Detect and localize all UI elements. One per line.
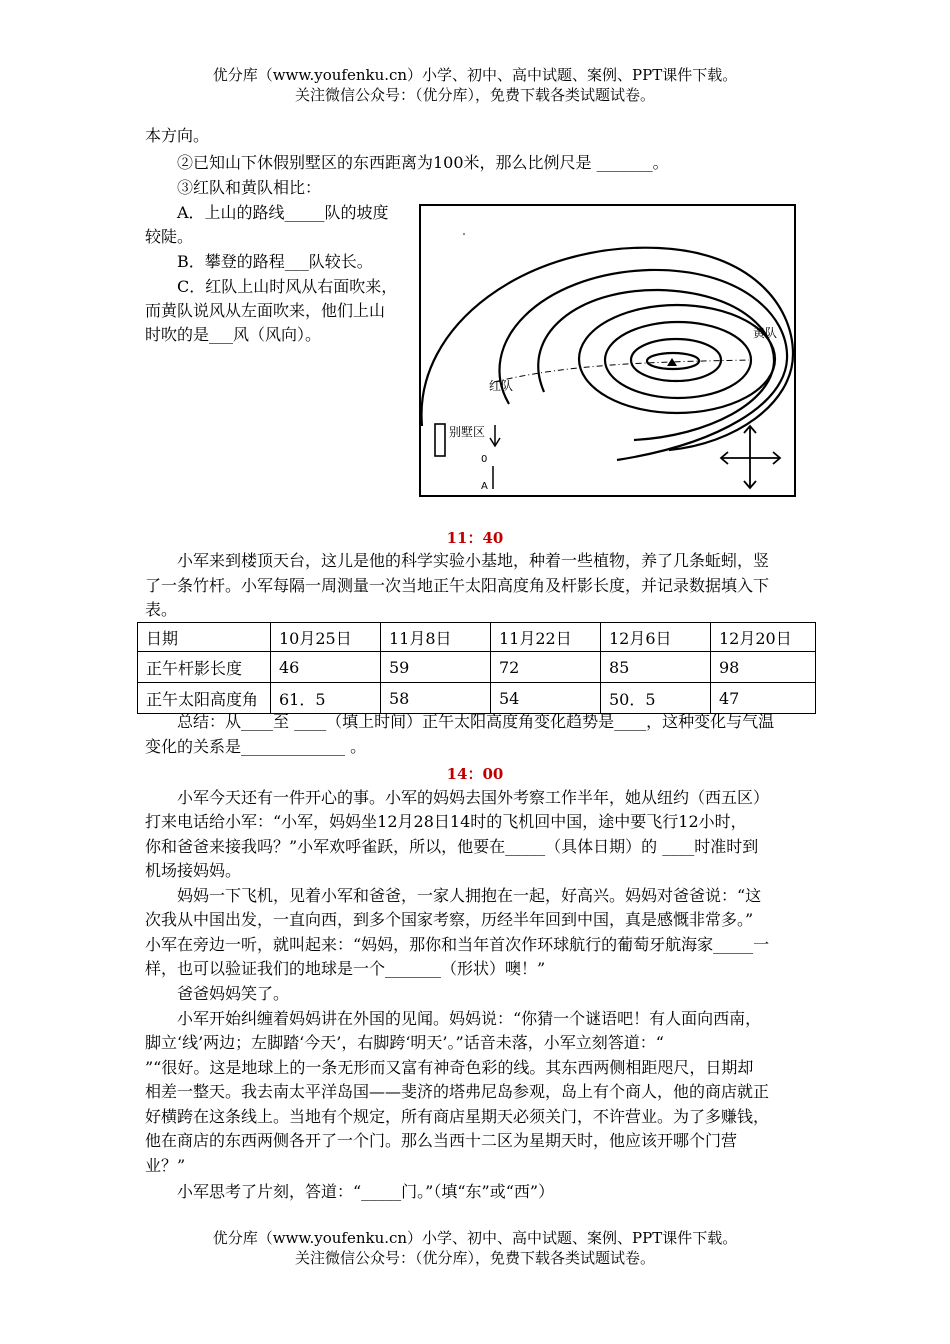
scale-a-label: A	[481, 481, 488, 492]
paragraph-line: ”“很好。这是地球上的一条无形而又富有神奇色彩的线。其东西两侧相距咫尺，日期却	[145, 1058, 754, 1077]
time-heading-1400: 14：00	[446, 765, 504, 783]
option-a: A．上山的路线_____队的坡度	[177, 203, 389, 222]
paragraph-line: 你和爸爸来接我吗？”小军欢呼雀跃，所以，他要在_____（具体日期）的 ____时准时到	[145, 837, 759, 856]
scale-zero-label: 0	[481, 454, 488, 465]
footer-line-2: 关注微信公众号：（优分库），免费下载各类试题试卷。	[294, 1249, 655, 1267]
header-line-1: 优分库（www.youfenku.cn）小学、初中、高中试题、案例、PPT课件下载。	[212, 66, 738, 84]
table-cell: 50．5	[601, 683, 711, 714]
paragraph-line: 爸爸妈妈笑了。	[177, 984, 290, 1003]
table-cell: 54	[491, 683, 601, 714]
table-row	[138, 652, 816, 683]
map-dot	[463, 233, 465, 235]
villa-symbol	[435, 424, 445, 456]
footer-line-1: 优分库（www.youfenku.cn）小学、初中、高中试题、案例、PPT课件下载。	[212, 1229, 738, 1247]
table-row	[138, 683, 816, 714]
paragraph-line: 小军在旁边一听，就叫起来：“妈妈，那你和当年首次作环球航行的葡萄牙航海家_____一	[145, 935, 770, 954]
question-text: 本方向。	[145, 126, 210, 145]
option-c-cont: 而黄队说风从左面吹来，他们上山	[145, 301, 386, 320]
summary-line: 变化的关系是_____________ 。	[145, 737, 367, 756]
table-header-cell: 日期	[138, 623, 271, 652]
time-heading-1140: 11：40	[446, 529, 504, 547]
paragraph-line: 相差一整天。我去南太平洋岛国——斐济的塔弗尼岛参观，岛上有个商人，他的商店就正	[145, 1082, 770, 1101]
villa-label: 别墅区	[449, 425, 486, 439]
summary-line: 总结：从____至 ____（填上时间）正午太阳高度角变化趋势是____，这种变化与气温	[177, 712, 775, 731]
measurement-table	[137, 622, 816, 714]
question-text: ③红队和黄队相比：	[177, 178, 322, 197]
paragraph-line: 小军今天还有一件开心的事。小军的妈妈去国外考察工作半年，她从纽约（西五区）	[177, 788, 770, 807]
table-cell: 72	[491, 652, 601, 683]
table-header-row	[138, 623, 816, 652]
paragraph-line: 他在商店的东西两侧各开了一个门。那么当西十二区为星期天时，他应该开哪个门营	[145, 1131, 738, 1150]
option-b: B．攀登的路程___队较长。	[177, 252, 373, 271]
table-cell: 正午杆影长度	[138, 652, 271, 683]
option-c-cont: 时吹的是___风（风向）。	[145, 325, 322, 344]
red-team-label: 红队	[489, 379, 514, 393]
contour-map-figure	[419, 204, 796, 497]
paragraph-line: 妈妈一下飞机，见着小军和爸爸，一家人拥抱在一起，好高兴。妈妈对爸爸说：“这	[177, 886, 762, 905]
table-cell: 85	[601, 652, 711, 683]
header-line-2: 关注微信公众号：（优分库），免费下载各类试题试卷。	[294, 86, 655, 104]
paragraph-line: 小军开始纠缠着妈妈讲在外国的见闻。妈妈说：“你猜一个谜语吧！有人面向西南，	[177, 1009, 762, 1028]
table-cell: 46	[271, 652, 381, 683]
paragraph-line: 业？”	[145, 1156, 186, 1175]
paragraph-line: 小军思考了片刻，答道：“_____门。”（填“东”或“西”）	[177, 1182, 555, 1201]
table-header-cell: 12月20日	[711, 623, 816, 652]
table-header-cell: 12月6日	[601, 623, 711, 652]
paragraph-line: 小军来到楼顶天台，这儿是他的科学实验小基地，种着一些植物，养了几条蚯蚓，竖	[177, 551, 770, 570]
option-c: C．红队上山时风从右面吹来，	[177, 277, 398, 296]
paragraph-line: 打来电话给小军：“小军，妈妈坐12月28日14时的飞机回中国，途中要飞行12小时，	[145, 812, 747, 831]
question-text: ②已知山下休假别墅区的东西距离为100米，那么比例尺是 _______。	[177, 153, 669, 172]
table-header-cell: 11月22日	[491, 623, 601, 652]
table-cell: 59	[381, 652, 491, 683]
paragraph-line: 好横跨在这条线上。当地有个规定，所有商店星期天必须关门，不许营业。为了多赚钱，	[145, 1107, 770, 1126]
paragraph-line: 了一条竹杆。小军每隔一周测量一次当地正午太阳高度角及杆影长度，并记录数据填入下	[145, 576, 770, 595]
table-header-cell: 10月25日	[271, 623, 381, 652]
table-cell: 61．5	[271, 683, 381, 714]
table-cell: 98	[711, 652, 816, 683]
paragraph-line: 脚立‘线’两边；左脚踏‘今天’，右脚跨‘明天’。”话音未落，小军立刻答道：“	[145, 1033, 664, 1052]
table-cell: 正午太阳高度角	[138, 683, 271, 714]
table-cell: 58	[381, 683, 491, 714]
yellow-team-label: 黄队	[753, 326, 778, 340]
paragraph-line: 次我从中国出发，一直向西，到多个国家考察，历经半年回到中国，真是感慨非常多。”	[145, 910, 754, 929]
table-header-cell: 11月8日	[381, 623, 491, 652]
table-cell: 47	[711, 683, 816, 714]
paragraph-line: 机场接妈妈。	[145, 861, 242, 880]
paragraph-line: 表。	[145, 600, 178, 619]
option-a-cont: 较陡。	[145, 227, 194, 246]
paragraph-line: 样，也可以验证我们的地球是一个_______（形状）噢！”	[145, 959, 546, 978]
